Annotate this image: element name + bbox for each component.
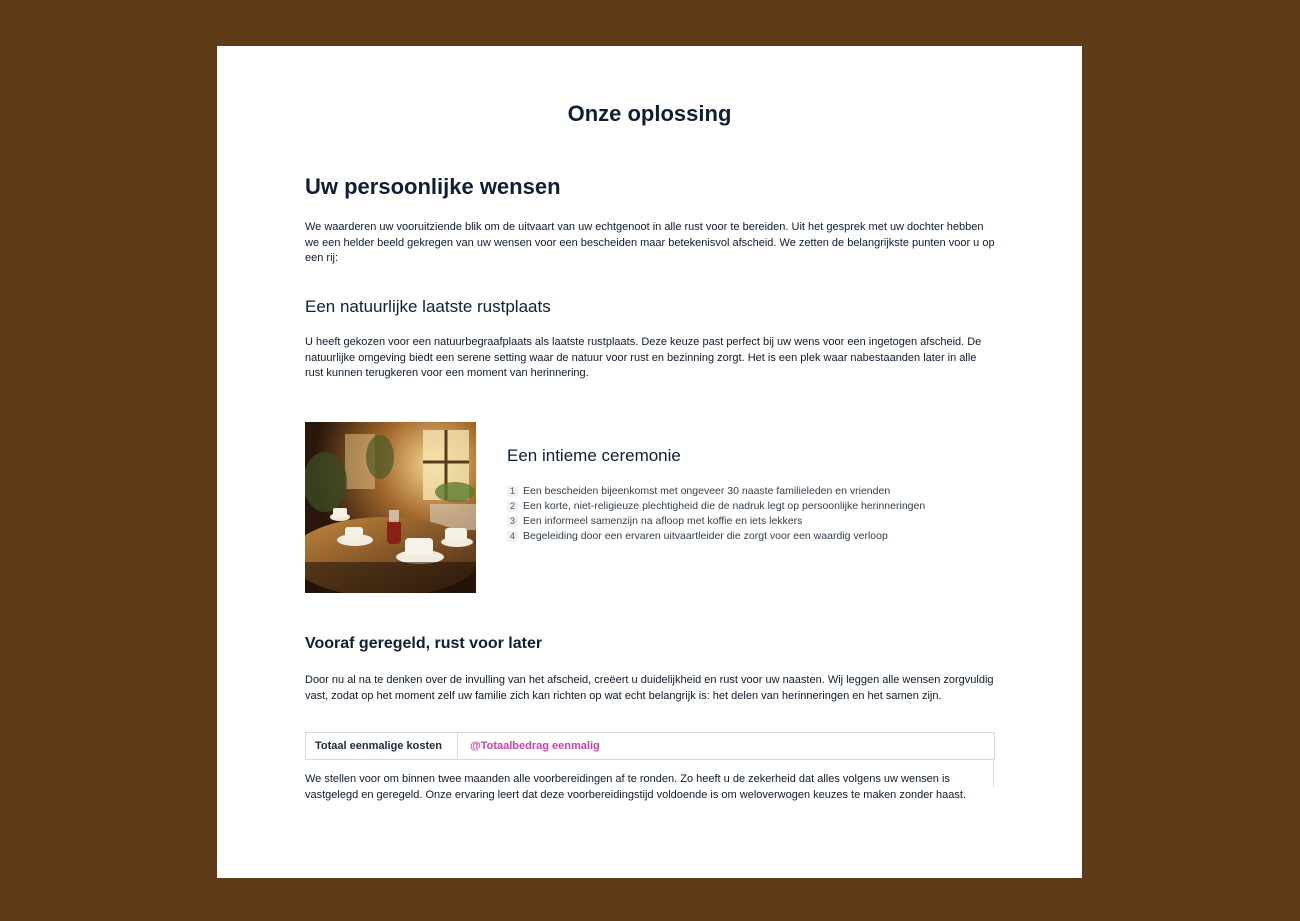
list-item [507,499,987,514]
ceremony-heading: Een intieme ceremonie [507,446,681,465]
prearranged-paragraph: Door nu al na te denken over de invulling van het afscheid, creëert u duidelijkheid en rust voor uw naasten. Wij leggen alle wensen zorgvuldig vast, zodat op het moment zelf uw familie zich kan richten op wat echt belangrijk is: het delen van herinneringen en het samen zijn. [305,674,994,702]
list-number: 3 [507,516,518,527]
list-item [507,529,987,544]
list-item-text: Begeleiding door een ervaren uitvaartleider die zorgt voor een waardig verloop [523,530,888,542]
prearranged-heading: Vooraf geregeld, rust voor later [305,635,543,652]
intro-paragraph: We waarderen uw vooruitziende blik om de uitvaart van uw echtgenoot in alle rust voor te bereiden. Uit het gesprek met uw dochter hebben we een helder beeld gekregen van uw wensen voor een bescheiden maar betekenisvol afscheid. We zetten de belangrijkste punten voor u op een rij: [305,221,995,264]
cost-placeholder[interactable]: @Totaalbedrag eenmalig [470,740,600,752]
closing-paragraph: We stellen voor om binnen twee maanden alle voorbereidingen af te ronden. Zo heeft u de zekerheid dat alles volgens uw wensen is vastgelegd en geregeld. Onze ervaring leert dat deze voorbereidingstijd voldoende is om weloverwogen keuzes te maken zonder haast. [305,773,967,801]
list-item-text: Een korte, niet-religieuze plechtigheid die de nadruk legt op persoonlijke herinneringen [523,500,926,512]
list-item [507,484,987,499]
cost-table-row [305,732,995,760]
list-number: 1 [507,486,518,497]
list-item-text: Een informeel samenzijn na afloop met koffie en iets lekkers [523,515,803,527]
section-heading: Uw persoonlijke wensen [305,174,561,199]
document-page [217,46,1082,878]
resting-place-paragraph: U heeft gekozen voor een natuurbegraafplaats als laatste rustplaats. Deze keuze past perfect bij uw wens voor een ingetogen afscheid. De natuurlijke omgeving biedt een serene setting waar de natuur voor rust en bezinning zorgt. Het is een plek waar nabestaanden later in alle rust kunnen terugkeren voor een moment van herinnering. [305,336,982,379]
ceremony-photo [305,422,476,593]
list-number: 2 [507,501,518,512]
page-title: Onze oplossing [567,101,732,126]
list-item [507,514,987,529]
resting-place-heading: Een natuurlijke laatste rustplaats [305,297,551,316]
cost-label: Totaal eenmalige kosten [306,733,458,759]
list-item-text: Een bescheiden bijeenkomst met ongeveer 30 naaste familieleden en vrienden [523,485,891,497]
ceremony-list [507,484,987,544]
list-number: 4 [507,531,518,542]
